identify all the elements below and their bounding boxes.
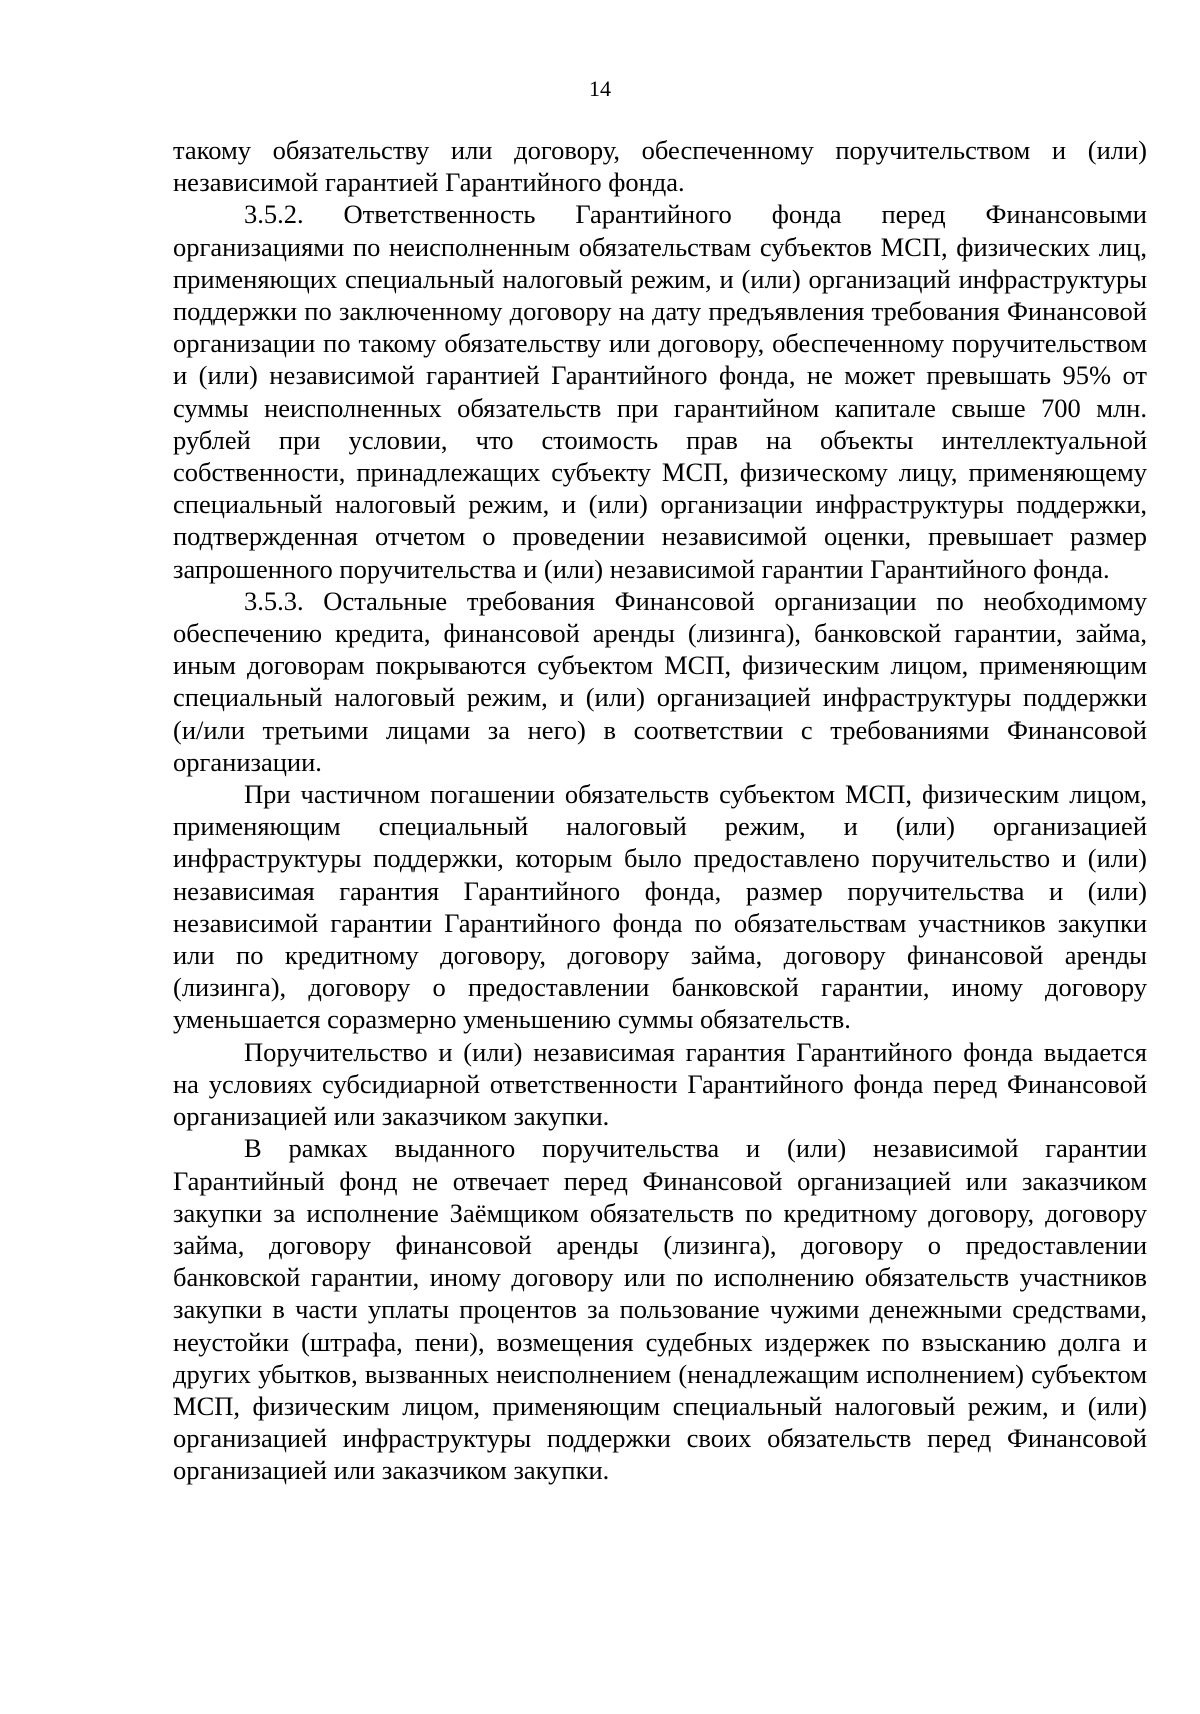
document-body <box>173 134 1147 1487</box>
paragraph-3-5-3: 3.5.3. Остальные требования Финансовой организации по необходимому обеспечению кредита, финансовой аренды (лизинга), банковской гарантии, займа, иным договорам покрываются субъектом МСП, физическим лицом, применяющим специальный налоговый режим, и (или) организацией инфраструктуры поддержки (и/или третьими лицами за него) в соответствии с требованиями Финансовой организации. <box>173 585 1147 777</box>
paragraph-exclusions: В рамках выданного поручительства и (или) независимой гарантии Гарантийный фонд не отвечает перед Финансовой организацией или заказчиком закупки за исполнение Заёмщиком обязательств по кредитному договору, договору займа, договору финансовой аренды (лизинга), договору о предоставлении банковской гарантии, иному договору или по исполнению обязательств участников закупки в части уплаты процентов за пользование чужими денежными средствами, неустойки (штрафа, пени), возмещения судебных издержек по взысканию долга и других убытков, вызванных неисполнением (ненадлежащим исполнением) субъектом МСП, физическим лицом, применяющим специальный налоговый режим, и (или) организацией инфраструктуры поддержки своих обязательств перед Финансовой организацией или заказчиком закупки. <box>173 1133 1147 1486</box>
page-number: 14 <box>589 76 611 101</box>
paragraph-subsidiary-liability: Поручительство и (или) независимая гарантия Гарантийного фонда выдается на условиях субсидиарной ответственности Гарантийного фонда перед Финансовой организацией или заказчиком закупки. <box>173 1036 1147 1132</box>
paragraph-3-5-2: 3.5.2. Ответственность Гарантийного фонда перед Финансовыми организациями по неисполненным обязательствам субъектов МСП, физических лиц, применяющих специальный налоговый режим, и (или) организаций инфраструктуры поддержки по заключенному договору на дату предъявления требования Финансовой организации по такому обязательству или договору, обеспеченному поручительством и (или) независимой гарантией Гарантийного фонда, не может превышать 95% от суммы неисполненных обязательств при гарантийном капитале свыше 700 млн. рублей при условии, что стоимость прав на объекты интеллектуальной собственности, принадлежащих субъекту МСП, физическому лицу, применяющему специальный налоговый режим, и (или) организации инфраструктуры поддержки, подтвержденная отчетом о проведении независимой оценки, превышает размер запрошенного поручительства и (или) независимой гарантии Гарантийного фонда. <box>173 199 1147 584</box>
paragraph-partial-repayment: При частичном погашении обязательств субъектом МСП, физическим лицом, применяющим специальный налоговый режим, и (или) организацией инфраструктуры поддержки, которым было предоставлено поручительство и (или) независимая гарантия Гарантийного фонда, размер поручительства и (или) независимой гарантии Гарантийного фонда по обязательствам участников закупки или по кредитному договору, договору займа, договору финансовой аренды (лизинга), договору о предоставлении банковской гарантии, иному договору уменьшается соразмерно уменьшению суммы обязательств. <box>173 779 1147 1035</box>
paragraph-continuation: такому обязательству или договору, обеспеченному поручительством и (или) независимой гарантией Гарантийного фонда. <box>173 135 1147 198</box>
